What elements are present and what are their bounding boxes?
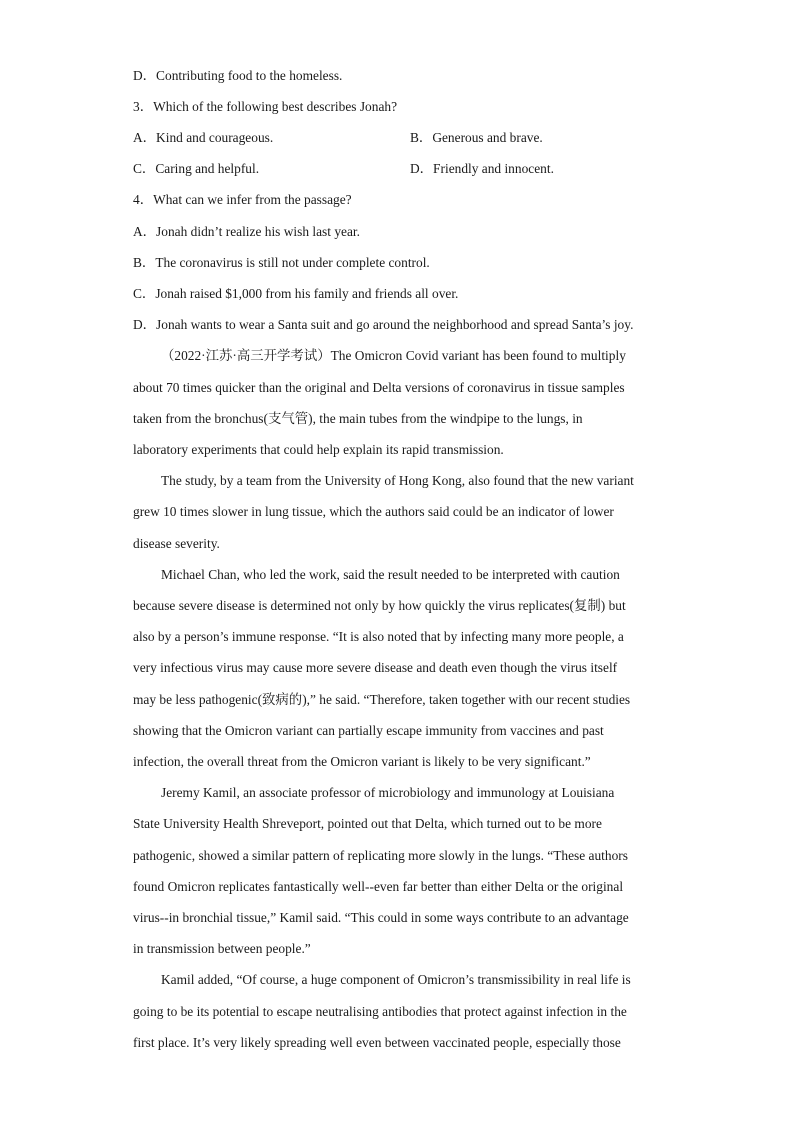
passage-line: found Omicron replicates fantastically well--even far better than either Delta or the original	[133, 879, 624, 894]
passage-line: grew 10 times slower in lung tissue, which the authors said could be an indicator of lower	[133, 504, 614, 519]
passage-line: Kamil added, “Of course, a huge component of Omicron’s transmissibility in real life is	[161, 972, 631, 987]
passage-line: about 70 times quicker than the original and Delta versions of coronavirus in tissue samples	[133, 380, 625, 395]
passage-line: disease severity.	[133, 536, 220, 551]
passage-line: going to be its potential to escape neutralising antibodies that protect against infection in the	[133, 1004, 627, 1019]
passage-line: laboratory experiments that could help explain its rapid transmission.	[133, 442, 504, 457]
q3-option-c: C．Caring and helpful.	[133, 161, 260, 176]
passage-line: Jeremy Kamil, an associate professor of microbiology and immunology at Louisiana	[161, 785, 615, 800]
passage-line: in transmission between people.”	[133, 941, 311, 956]
q4-option-b: B．The coronavirus is still not under complete control.	[133, 255, 430, 270]
passage-line: very infectious virus may cause more severe disease and death even though the virus itself	[133, 660, 618, 675]
passage-line: pathogenic, showed a similar pattern of replicating more slowly in the lungs. “These authors	[133, 848, 628, 863]
q3-option-a: A．Kind and courageous.	[133, 130, 274, 145]
passage-line: may be less pathogenic(致病的),” he said. “Therefore, taken together with our recent studies	[133, 692, 631, 707]
q3-stem: 3．Which of the following best describes Jonah?	[133, 99, 398, 114]
q3-option-b: B．Generous and brave.	[410, 130, 543, 145]
passage-line: infection, the overall threat from the Omicron variant is likely to be very significant.”	[133, 754, 591, 769]
q4-option-d: D．Jonah wants to wear a Santa suit and go around the neighborhood and spread Santa’s joy.	[133, 317, 634, 332]
passage-line: The study, by a team from the University of Hong Kong, also found that the new variant	[161, 473, 634, 488]
passage-line: Michael Chan, who led the work, said the result needed to be interpreted with caution	[161, 567, 620, 582]
q2-option-d: D．Contributing food to the homeless.	[133, 68, 343, 83]
passage-line: showing that the Omicron variant can partially escape immunity from vaccines and past	[133, 723, 604, 738]
passage-line: first place. It’s very likely spreading well even between vaccinated people, especially those	[133, 1035, 621, 1050]
passage-line: because severe disease is determined not only by how quickly the virus replicates(复制) but	[133, 598, 626, 613]
passage-line: taken from the bronchus(支气管), the main tubes from the windpipe to the lungs, in	[133, 411, 583, 426]
passage-line: （2022·江苏·高三开学考试）The Omicron Covid variant has been found to multiply	[161, 348, 626, 363]
q4-option-a: A．Jonah didn’t realize his wish last year.	[133, 224, 360, 239]
passage-line: also by a person’s immune response. “It is also noted that by infecting many more people, a	[133, 629, 624, 644]
passage-line: State University Health Shreveport, pointed out that Delta, which turned out to be more	[133, 816, 602, 831]
q3-option-d: D．Friendly and innocent.	[410, 161, 554, 176]
passage-line: virus--in bronchial tissue,” Kamil said. “This could in some ways contribute to an advantage	[133, 910, 629, 925]
q4-option-c: C．Jonah raised $1,000 from his family and friends all over.	[133, 286, 459, 301]
q4-stem: 4．What can we infer from the passage?	[133, 192, 352, 207]
